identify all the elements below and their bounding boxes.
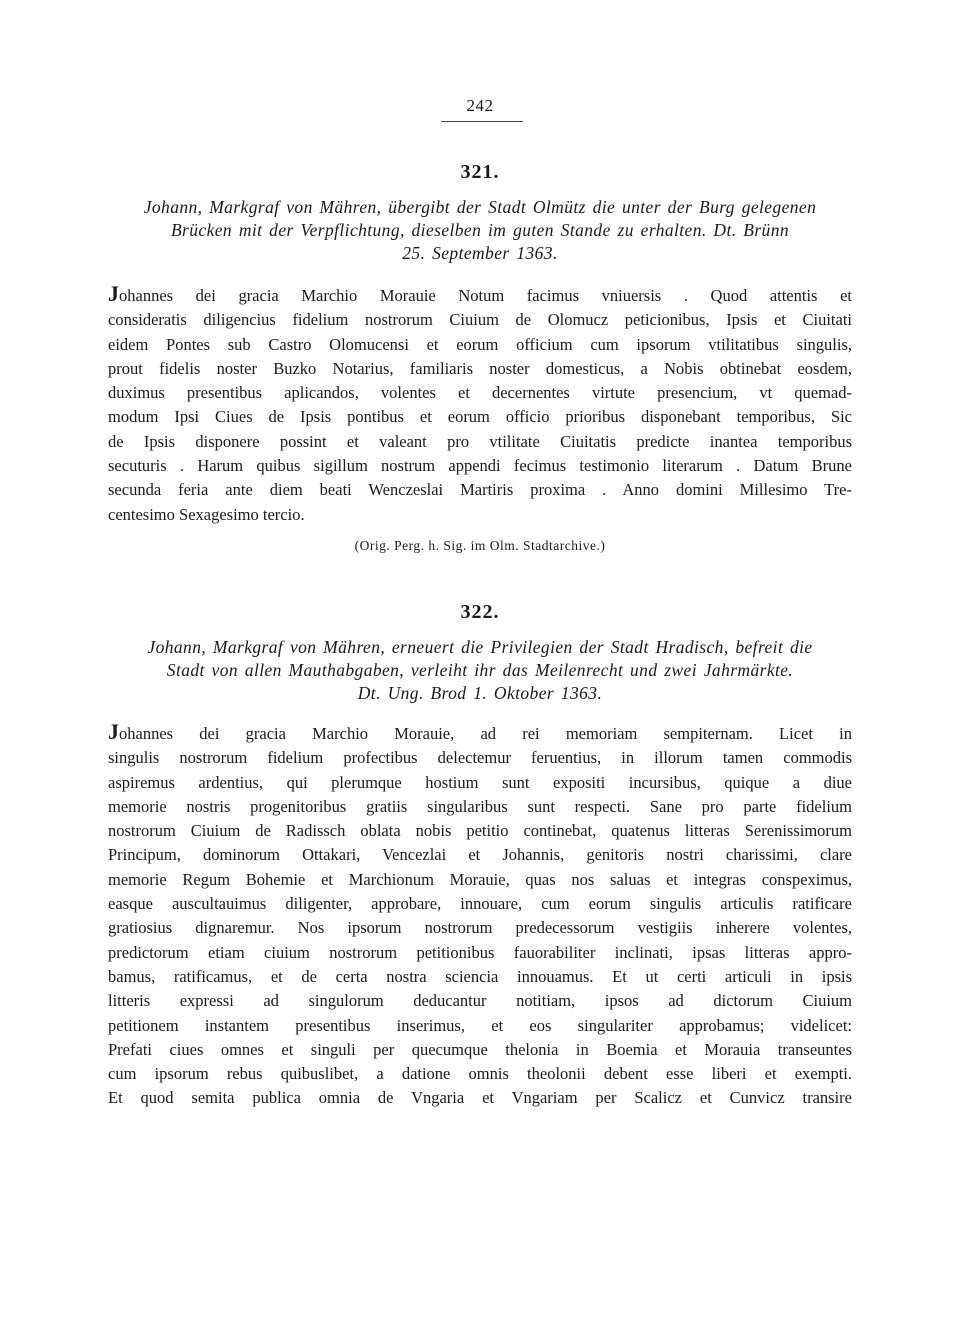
text-line: aspiremus ardentius, qui plerumque hostium sunt expositi incursibus, quique a diue [108, 772, 852, 792]
text-line [108, 282, 852, 308]
entry-322-regest [108, 636, 852, 705]
text-line: centesimo Sexagesimo tercio. [108, 504, 305, 524]
entry-number-321: 321. [460, 161, 500, 183]
drop-initial: J [108, 281, 119, 306]
text-line: cum ipsorum rebus quibuslibet, a datione omnis theolonii debent esse liberi et exempti. [108, 1064, 852, 1084]
text-line [108, 720, 852, 746]
text-line: Prefati ciues omnes et singuli per quecumque thelonia in Boemia et Morauia transeuntes [108, 1039, 852, 1059]
regest-line: Dt. Ung. Brod 1. Oktober 1363. [357, 683, 603, 703]
page-number: 242 [466, 96, 494, 115]
text-line: Principum, dominorum Ottakari, Vencezlai et Johannis, genitoris nostri charissimi, clare [108, 845, 852, 865]
text-line: memorie nostris progenitoribus gratiis singularibus sunt respecti. Sane pro parte fidelium [108, 796, 852, 816]
entry-321-source-note: (Orig. Perg. h. Sig. im Olm. Stadtarchive.) [354, 538, 606, 553]
entry-321-charter-text [108, 282, 852, 527]
text-line: eidem Pontes sub Castro Olomucensi et eorum officium cum ipsorum vtilitatibus singulis, [108, 334, 852, 354]
text-line: duximus presentibus aplicandos, volentes et decernentes virtute presencium, vt quemad- [108, 383, 852, 403]
regest-line: Brücken mit der Verpflichtung, dieselben im guten Stande zu erhalten. Dt. Brünn [170, 220, 790, 240]
text-line: petitionem instantem presentibus inserimus, et eos singulariter approbamus; videlicet: [108, 1015, 852, 1035]
text-line: nostrorum Ciuium de Radissch oblata nobis petitio continebat, quatenus litteras Serenissimorum [108, 821, 852, 841]
entry-322-charter-text [108, 720, 852, 1111]
text-line: consideratis diligencius fidelium nostrorum Ciuium de Olomucz peticionibus, Ipsis et Ciuitati [108, 310, 852, 330]
text-line: easque auscultauimus diligenter, approbare, innouare, cum eorum singulis articulis ratificare [108, 894, 852, 914]
text-line: prout fidelis noster Buzko Notarius, familiaris noster domesticus, a Nobis obtinebat eosdem, [108, 358, 852, 378]
regest-line: 25. September 1363. [402, 243, 558, 263]
text-line: secunda feria ante diem beati Wenczeslai Martiris proxima . Anno domini Millesimo Tre- [108, 480, 852, 500]
text-line: gratiosius dignaremur. Nos ipsorum nostrorum predecessorum vestigiis inherere volentes, [108, 918, 852, 938]
page-number-rule [441, 121, 523, 122]
entry-321-regest [108, 196, 852, 265]
text-line: memorie Regum Bohemie et Marchionum Morauie, quas nos saluas et integras conspeximus, [108, 869, 852, 889]
text-line: singulis nostrorum fidelium profectibus delectemur feruentius, in illorum tamen commodis [108, 748, 852, 768]
regest-line: Stadt von allen Mauthabgaben, verleiht ihr das Meilenrecht und zwei Jahrmärkte. [166, 660, 794, 680]
text-line: bamus, ratificamus, et de certa nostra sciencia innouamus. Et ut certi articuli in ipsis [108, 966, 852, 986]
text-line: modum Ipsi Ciues de Ipsis pontibus et eorum officio prioribus disponebant temporibus, Sic [108, 407, 852, 427]
entry-number-322: 322. [460, 601, 500, 623]
text-line: secuturis . Harum quibus sigillum nostrum appendi fecimus testimonio literarum . Datum Brune [108, 456, 852, 476]
text-line-content: ohannes dei gracia Marchio Morauie, ad rei memoriam sempiternam. Licet in [119, 724, 852, 743]
regest-line: Johann, Markgraf von Mähren, übergibt der Stadt Olmütz die unter der Burg gelegenen [143, 197, 817, 217]
text-line: litteris expressi ad singulorum deducantur notitiam, ipsos ad dictorum Ciuium [108, 991, 852, 1011]
text-line: de Ipsis disponere possint et valeant pro vtilitate Ciuitatis predicte inantea temporibus [108, 431, 852, 451]
text-line-content: ohannes dei gracia Marchio Morauie Notum facimus vniuersis . Quod attentis et [119, 286, 852, 305]
regest-line: Johann, Markgraf von Mähren, erneuert die Privilegien der Stadt Hradisch, befreit die [147, 637, 813, 657]
drop-initial: J [108, 719, 119, 744]
text-line: predictorum etiam ciuium nostrorum petitionibus fauorabiliter inclinati, ipsas litteras appro- [108, 942, 852, 962]
text-line: Et quod semita publica omnia de Vngaria et Vngariam per Scalicz et Cunvicz transire [108, 1088, 852, 1108]
